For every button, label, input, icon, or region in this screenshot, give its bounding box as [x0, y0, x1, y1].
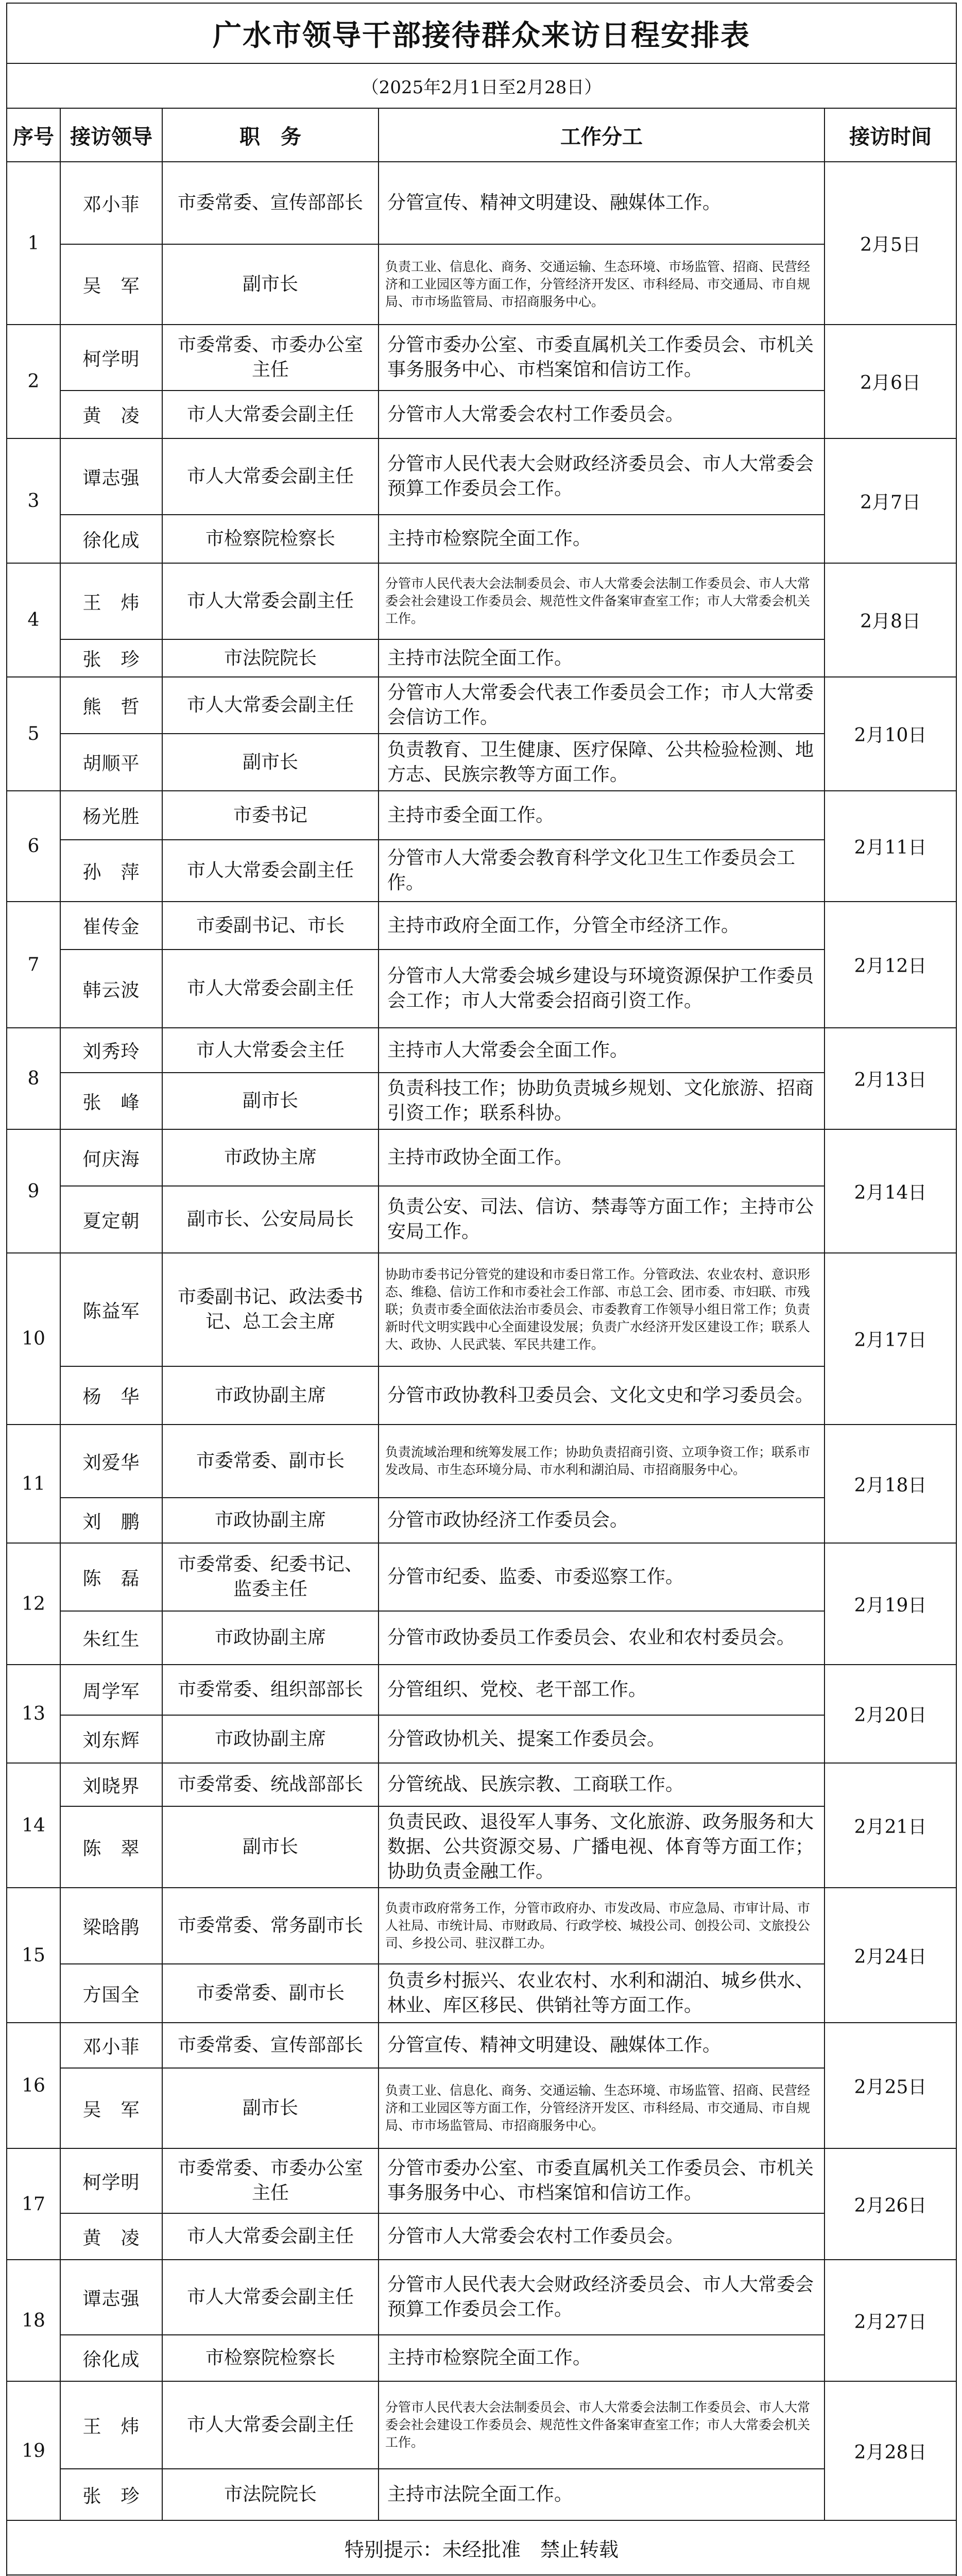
table-row — [7, 1253, 956, 1366]
leader-name: 陈益军 — [60, 1253, 162, 1366]
row-seq-number: 7 — [7, 902, 60, 1028]
leader-duty: 主持市政协全面工作。 — [379, 1129, 824, 1186]
leader-name: 张 珍 — [60, 639, 162, 677]
leader-position: 市人大常委会副主任 — [162, 2381, 379, 2469]
leader-duty: 负责工业、信息化、商务、交通运输、生态环境、市场监管、招商、民营经济和工业园区等方面工作，分管经济开发区、市科经局、市交通局、市自规局、市市场监管局、市招商服务中心。 — [379, 2068, 824, 2148]
leader-position: 市法院院长 — [162, 639, 379, 677]
leader-duty: 分管市人民代表大会法制委员会、市人大常委会法制工作委员会、市人大常委会社会建设工作委员会、规范性文件备案审查室工作；市人大常委会机关工作。 — [379, 563, 824, 639]
row-seq-number: 3 — [7, 438, 60, 563]
table-row — [7, 1763, 956, 1806]
leader-position: 市政协主席 — [162, 1129, 379, 1186]
row-seq-number: 13 — [7, 1665, 60, 1763]
leader-name: 吴 军 — [60, 244, 162, 325]
leader-name: 孙 萍 — [60, 840, 162, 902]
row-seq-number: 2 — [7, 325, 60, 438]
row-seq-number: 14 — [7, 1763, 60, 1888]
leader-name: 邓小菲 — [60, 162, 162, 244]
row-seq-number: 10 — [7, 1253, 60, 1425]
date-range-subtitle: （2025年2月1日至2月28日） — [7, 63, 956, 108]
reception-date: 2月25日 — [824, 2023, 956, 2148]
row-seq-number: 9 — [7, 1129, 60, 1253]
leader-position: 市人大常委会副主任 — [162, 438, 379, 515]
leader-position: 市人大常委会副主任 — [162, 840, 379, 902]
table-row — [7, 244, 956, 325]
table-row — [7, 677, 956, 734]
header-seq: 序号 — [7, 108, 60, 162]
leader-position: 市委常委、宣传部部长 — [162, 2023, 379, 2068]
leader-position: 市人大常委会主任 — [162, 1028, 379, 1073]
header-leader: 接访领导 — [60, 108, 162, 162]
leader-duty: 分管政协机关、提案工作委员会。 — [379, 1715, 824, 1763]
reception-date: 2月17日 — [824, 1253, 956, 1425]
leader-duty: 分管市人大常委会农村工作委员会。 — [379, 391, 824, 438]
leader-name: 韩云波 — [60, 950, 162, 1028]
reception-date: 2月24日 — [824, 1888, 956, 2023]
leader-name: 杨光胜 — [60, 791, 162, 840]
leader-position: 市人大常委会副主任 — [162, 677, 379, 734]
leader-duty: 负责流域治理和统筹发展工作；协助负责招商引资、立项争资工作；联系市发改局、市生态环境分局、市水利和湖泊局、市招商服务中心。 — [379, 1425, 824, 1498]
leader-position: 市检察院检察长 — [162, 2335, 379, 2381]
reception-date: 2月20日 — [824, 1665, 956, 1763]
reception-date: 2月10日 — [824, 677, 956, 791]
leader-duty: 负责教育、卫生健康、医疗保障、公共检验检测、地方志、民族宗教等方面工作。 — [379, 734, 824, 791]
leader-duty: 分管市委办公室、市委直属机关工作委员会、市机关事务服务中心、市档案馆和信访工作。 — [379, 2148, 824, 2213]
leader-duty: 主持市法院全面工作。 — [379, 639, 824, 677]
leader-position: 市委常委、统战部部长 — [162, 1763, 379, 1806]
reception-date: 2月6日 — [824, 325, 956, 438]
row-seq-number: 1 — [7, 162, 60, 325]
table-row — [7, 1806, 956, 1888]
leader-position: 市委常委、纪委书记、监委主任 — [162, 1543, 379, 1611]
row-seq-number: 16 — [7, 2023, 60, 2148]
table-row — [7, 2213, 956, 2260]
leader-duty: 负责市政府常务工作，分管市政府办、市发改局、市应急局、市审计局、市人社局、市统计局、市财政局、行政学校、城投公司、创投公司、文旅投公司、乡投公司、驻汉群工办。 — [379, 1888, 824, 1964]
table-row — [7, 950, 956, 1028]
leader-position: 副市长 — [162, 2068, 379, 2148]
table-row — [7, 902, 956, 950]
leader-position: 市人大常委会副主任 — [162, 2260, 379, 2335]
reception-date: 2月5日 — [824, 162, 956, 325]
row-seq-number: 15 — [7, 1888, 60, 2023]
reception-date: 2月27日 — [824, 2260, 956, 2381]
leader-position: 副市长 — [162, 734, 379, 791]
leader-position: 市委常委、组织部部长 — [162, 1665, 379, 1715]
table-row — [7, 2335, 956, 2381]
leader-duty: 负责科技工作；协助负责城乡规划、文化旅游、招商引资工作；联系科协。 — [379, 1073, 824, 1129]
table-row — [7, 2068, 956, 2148]
leader-duty: 分管市人大常委会城乡建设与环境资源保护工作委员会工作；市人大常委会招商引资工作。 — [379, 950, 824, 1028]
leader-name: 徐化成 — [60, 515, 162, 563]
leader-duty: 负责工业、信息化、商务、交通运输、生态环境、市场监管、招商、民营经济和工业园区等方面工作，分管经济开发区、市科经局、市交通局、市自规局、市市场监管局、市招商服务中心。 — [379, 244, 824, 325]
leader-duty: 主持市检察院全面工作。 — [379, 2335, 824, 2381]
leader-position: 市政协副主席 — [162, 1715, 379, 1763]
leader-position: 副市长、公安局局长 — [162, 1186, 379, 1253]
reception-date: 2月18日 — [824, 1425, 956, 1543]
leader-position: 市委常委、市委办公室主任 — [162, 325, 379, 391]
table-row — [7, 1028, 956, 1073]
leader-name: 胡顺平 — [60, 734, 162, 791]
row-seq-number: 8 — [7, 1028, 60, 1129]
table-row — [7, 840, 956, 902]
leader-duty: 分管市人民代表大会财政经济委员会、市人大常委会预算工作委员会工作。 — [379, 2260, 824, 2335]
leader-duty: 主持市政府全面工作，分管全市经济工作。 — [379, 902, 824, 950]
leader-name: 杨 华 — [60, 1366, 162, 1425]
leader-name: 熊 哲 — [60, 677, 162, 734]
header-row — [7, 108, 956, 162]
leader-position: 市政协副主席 — [162, 1611, 379, 1665]
table-row — [7, 2469, 956, 2520]
reception-date: 2月7日 — [824, 438, 956, 563]
table-row — [7, 391, 956, 438]
reception-date: 2月14日 — [824, 1129, 956, 1253]
row-seq-number: 12 — [7, 1543, 60, 1665]
header-duty: 工作分工 — [379, 108, 824, 162]
table-row — [7, 563, 956, 639]
reception-date: 2月26日 — [824, 2148, 956, 2260]
table-row — [7, 791, 956, 840]
row-seq-number: 17 — [7, 2148, 60, 2260]
table-row — [7, 1425, 956, 1498]
notice-row: 特别提示：未经批准 禁止转载 — [7, 2520, 956, 2575]
leader-position: 市委副书记、市长 — [162, 902, 379, 950]
table-row — [7, 1964, 956, 2023]
leader-name: 陈 磊 — [60, 1543, 162, 1611]
leader-position: 市委常委、副市长 — [162, 1425, 379, 1498]
table-row — [7, 1186, 956, 1253]
reception-date: 2月19日 — [824, 1543, 956, 1665]
leader-duty: 分管宣传、精神文明建设、融媒体工作。 — [379, 2023, 824, 2068]
leader-position: 副市长 — [162, 244, 379, 325]
table-row — [7, 1715, 956, 1763]
leader-name: 张 峰 — [60, 1073, 162, 1129]
leader-position: 市人大常委会副主任 — [162, 563, 379, 639]
leader-duty: 分管市人大常委会代表工作委员会工作；市人大常委会信访工作。 — [379, 677, 824, 734]
header-date: 接访时间 — [824, 108, 956, 162]
table-row — [7, 1073, 956, 1129]
header-position: 职 务 — [162, 108, 379, 162]
reception-date: 2月13日 — [824, 1028, 956, 1129]
leader-duty: 主持市法院全面工作。 — [379, 2469, 824, 2520]
reception-date: 2月11日 — [824, 791, 956, 902]
leader-position: 市法院院长 — [162, 2469, 379, 2520]
table-row — [7, 734, 956, 791]
leader-position: 市委常委、市委办公室主任 — [162, 2148, 379, 2213]
leader-name: 刘 鹏 — [60, 1498, 162, 1543]
table-row — [7, 1129, 956, 1186]
leader-name: 黄 凌 — [60, 2213, 162, 2260]
table-row — [7, 2148, 956, 2213]
leader-name: 谭志强 — [60, 438, 162, 515]
leader-duty: 分管统战、民族宗教、工商联工作。 — [379, 1763, 824, 1806]
table-row — [7, 1498, 956, 1543]
leader-name: 陈 翠 — [60, 1806, 162, 1888]
leader-name: 朱红生 — [60, 1611, 162, 1665]
leader-name: 刘爱华 — [60, 1425, 162, 1498]
leader-duty: 分管市人民代表大会财政经济委员会、市人大常委会预算工作委员会工作。 — [379, 438, 824, 515]
leader-name: 崔传金 — [60, 902, 162, 950]
leader-name: 刘东辉 — [60, 1715, 162, 1763]
leader-duty: 分管市人大常委会教育科学文化卫生工作委员会工作。 — [379, 840, 824, 902]
leader-name: 何庆海 — [60, 1129, 162, 1186]
table-row — [7, 1665, 956, 1715]
page-title: 广水市领导干部接待群众来访日程安排表 — [7, 3, 956, 63]
reception-date: 2月12日 — [824, 902, 956, 1028]
row-seq-number: 4 — [7, 563, 60, 677]
leader-name: 王 炜 — [60, 2381, 162, 2469]
leader-duty: 主持市人大常委会全面工作。 — [379, 1028, 824, 1073]
leader-name: 刘秀玲 — [60, 1028, 162, 1073]
table-row — [7, 515, 956, 563]
leader-duty: 分管市政协教科卫委员会、文化文史和学习委员会。 — [379, 1366, 824, 1425]
leader-position: 市委常委、常务副市长 — [162, 1888, 379, 1964]
row-seq-number: 6 — [7, 791, 60, 902]
leader-duty: 分管市人民代表大会法制委员会、市人大常委会法制工作委员会、市人大常委会社会建设工作委员会、规范性文件备案审查室工作；市人大常委会机关工作。 — [379, 2381, 824, 2469]
leader-position: 市委常委、副市长 — [162, 1964, 379, 2023]
leader-position: 市委书记 — [162, 791, 379, 840]
leader-duty: 分管市委办公室、市委直属机关工作委员会、市机关事务服务中心、市档案馆和信访工作。 — [379, 325, 824, 391]
row-seq-number: 11 — [7, 1425, 60, 1543]
leader-position: 市政协副主席 — [162, 1498, 379, 1543]
leader-position: 副市长 — [162, 1073, 379, 1129]
leader-position: 市人大常委会副主任 — [162, 950, 379, 1028]
leader-name: 张 珍 — [60, 2469, 162, 2520]
leader-name: 谭志强 — [60, 2260, 162, 2335]
table-row — [7, 2023, 956, 2068]
leader-position: 副市长 — [162, 1806, 379, 1888]
row-seq-number: 18 — [7, 2260, 60, 2381]
leader-name: 方国全 — [60, 1964, 162, 2023]
leader-name: 邓小菲 — [60, 2023, 162, 2068]
leader-duty: 分管组织、党校、老干部工作。 — [379, 1665, 824, 1715]
leader-name: 周学军 — [60, 1665, 162, 1715]
reception-date: 2月28日 — [824, 2381, 956, 2520]
table-row — [7, 325, 956, 391]
table-row — [7, 1366, 956, 1425]
leader-name: 刘晓界 — [60, 1763, 162, 1806]
leader-duty: 负责乡村振兴、农业农村、水利和湖泊、城乡供水、林业、库区移民、供销社等方面工作。 — [379, 1964, 824, 2023]
leader-duty: 主持市检察院全面工作。 — [379, 515, 824, 563]
leader-name: 柯学明 — [60, 325, 162, 391]
leader-name: 黄 凌 — [60, 391, 162, 438]
leader-duty: 分管市人大常委会农村工作委员会。 — [379, 2213, 824, 2260]
table-row — [7, 2260, 956, 2335]
leader-position: 市委副书记、政法委书记、总工会主席 — [162, 1253, 379, 1366]
table-row — [7, 1888, 956, 1964]
leader-duty: 分管市政协经济工作委员会。 — [379, 1498, 824, 1543]
leader-position: 市委常委、宣传部部长 — [162, 162, 379, 244]
table-row — [7, 639, 956, 677]
leader-duty: 分管市纪委、监委、市委巡察工作。 — [379, 1543, 824, 1611]
table-row — [7, 162, 956, 244]
schedule-table — [6, 3, 957, 2576]
reception-date: 2月21日 — [824, 1763, 956, 1888]
leader-name: 梁晗鹃 — [60, 1888, 162, 1964]
leader-duty: 分管宣传、精神文明建设、融媒体工作。 — [379, 162, 824, 244]
reception-date: 2月8日 — [824, 563, 956, 677]
leader-position: 市检察院检察长 — [162, 515, 379, 563]
table-row — [7, 1611, 956, 1665]
row-seq-number: 19 — [7, 2381, 60, 2520]
schedule-sheet — [6, 3, 956, 2576]
table-row — [7, 2381, 956, 2469]
leader-duty: 负责民政、退役军人事务、文化旅游、政务服务和大数据、公共资源交易、广播电视、体育等方面工作；协助负责金融工作。 — [379, 1806, 824, 1888]
leader-name: 柯学明 — [60, 2148, 162, 2213]
leader-duty: 分管市政协委员工作委员会、农业和农村委员会。 — [379, 1611, 824, 1665]
leader-duty: 协助市委书记分管党的建设和市委日常工作。分管政法、农业农村、意识形态、维稳、信访工作和市委社会工作部、市总工会、团市委、市妇联、市残联；负责市委全面依法治市委员会、市委教育工作领导小组日常工作；负责新时代文明实践中心全面建设发展；负责广水经济开发区建设工作；联系人大、政协、人民武装、军民共建工作。 — [379, 1253, 824, 1366]
leader-duty: 负责公安、司法、信访、禁毒等方面工作；主持市公安局工作。 — [379, 1186, 824, 1253]
leader-name: 吴 军 — [60, 2068, 162, 2148]
leader-duty: 主持市委全面工作。 — [379, 791, 824, 840]
leader-position: 市人大常委会副主任 — [162, 2213, 379, 2260]
leader-position: 市政协副主席 — [162, 1366, 379, 1425]
location-row — [7, 2575, 956, 2576]
leader-name: 夏定朝 — [60, 1186, 162, 1253]
leader-name: 王 炜 — [60, 563, 162, 639]
table-row — [7, 1543, 956, 1611]
row-seq-number: 5 — [7, 677, 60, 791]
leader-position: 市人大常委会副主任 — [162, 391, 379, 438]
table-row — [7, 438, 956, 515]
leader-name: 徐化成 — [60, 2335, 162, 2381]
